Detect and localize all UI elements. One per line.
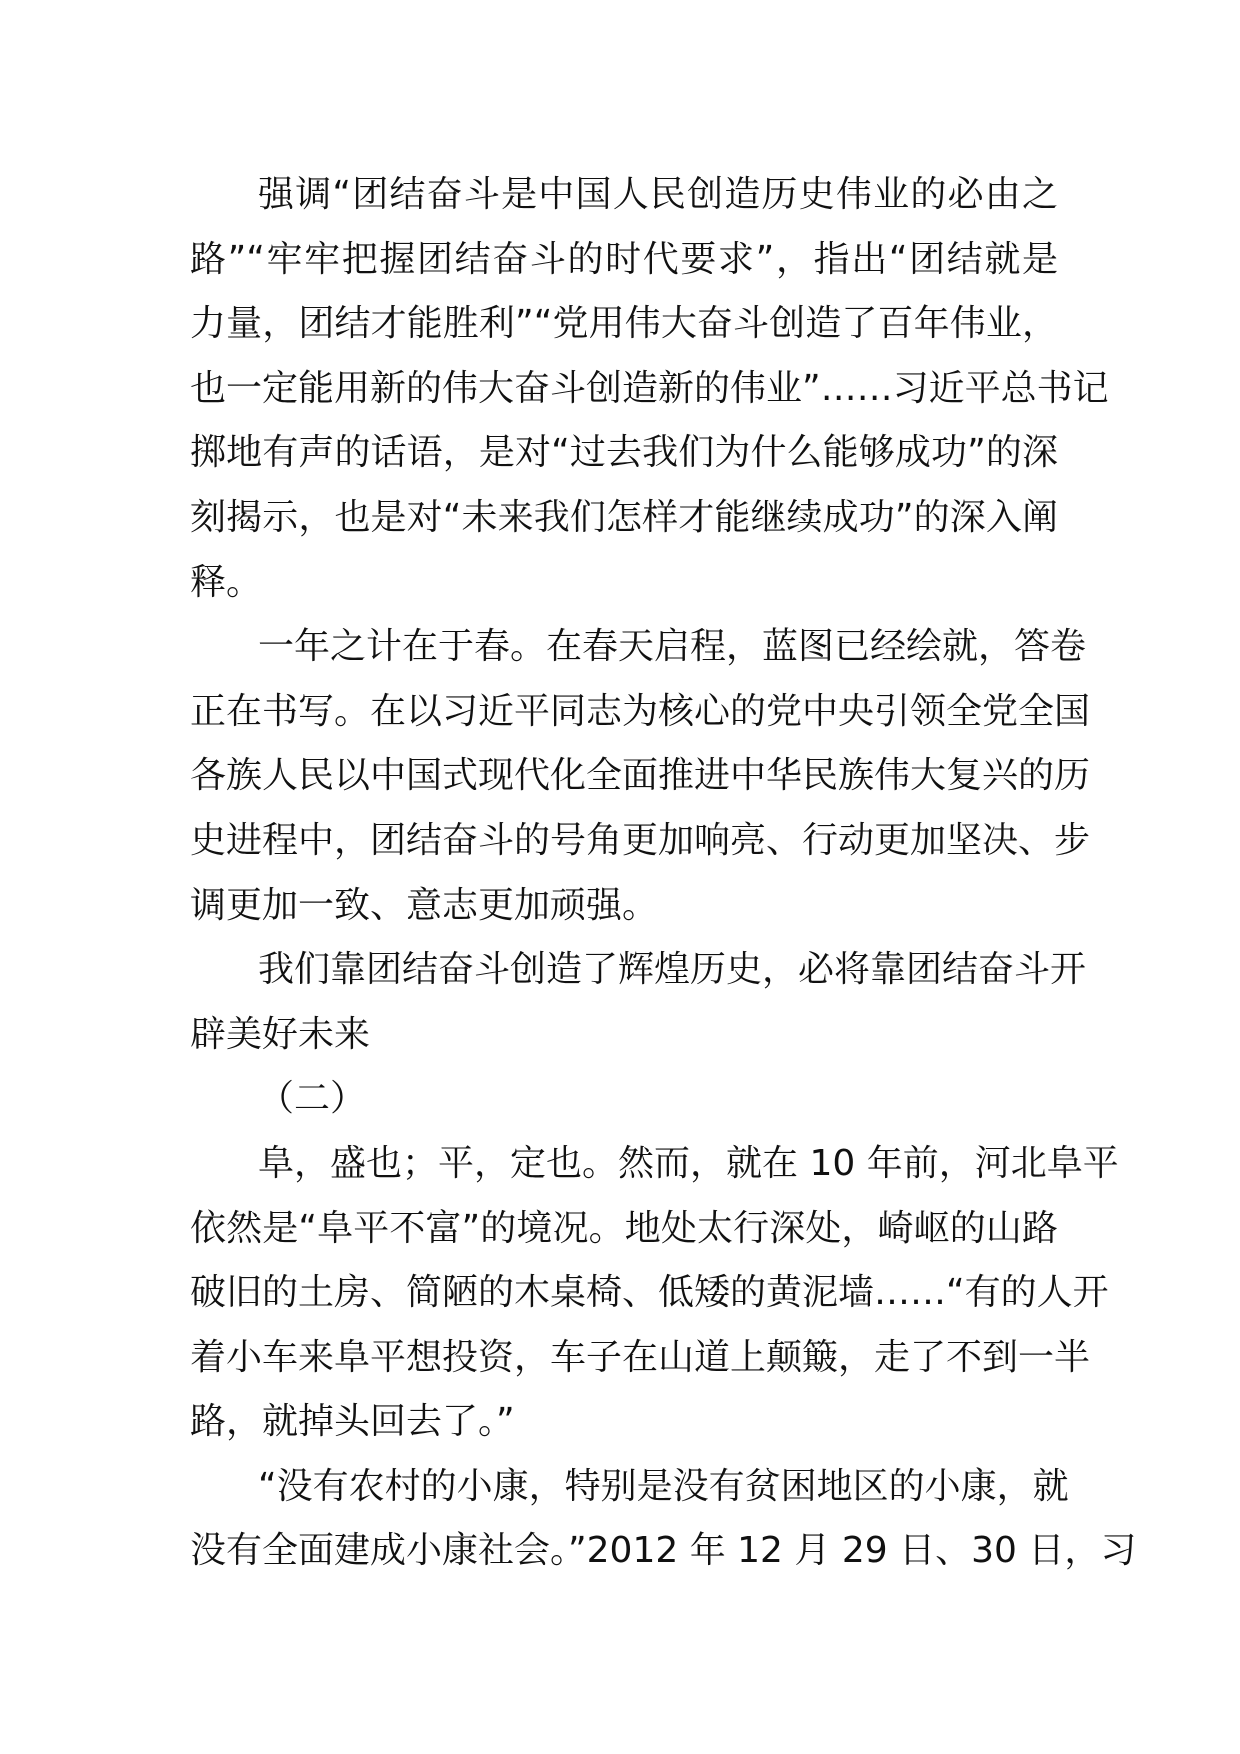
text-line: “没有农村的小康，特别是没有贫困地区的小康，就 — [258, 1465, 1069, 1507]
text-line: 各族人民以中国式现代化全面推进中华民族伟大复兴的历 — [190, 755, 1091, 797]
text-line: 没有全面建成小康社会。”2012 年 12 月 29 日、30 日，习 — [190, 1530, 1137, 1572]
text-line: 我们靠团结奋斗创造了辉煌历史，必将靠团结奋斗开 — [258, 949, 1087, 991]
text-line: 力量，团结才能胜利”“党用伟大奋斗创造了百年伟业， — [190, 303, 1058, 345]
text-line: 依然是“阜平不富”的境况。地处太行深处，崎岖的山路 — [190, 1207, 1058, 1249]
body-text — [190, 163, 1137, 1584]
text-line: 刻揭示，也是对“未来我们怎样才能继续成功”的深入阐 — [190, 496, 1058, 538]
text-line: 释。 — [190, 561, 263, 603]
text-line: 强调“团结奋斗是中国人民创造历史伟业的必由之 — [258, 174, 1058, 215]
text-line: 着小车来阜平想投资，车子在山道上颠簸，走了不到一半 — [190, 1336, 1091, 1378]
text-line: 一年之计在于春。在春天启程，蓝图已经绘就，答卷 — [258, 626, 1087, 668]
text-line: 路，就掉头回去了。” — [190, 1401, 515, 1443]
text-line: 史进程中，团结奋斗的号角更加响亮、行动更加坚决、步 — [190, 819, 1091, 861]
text-line: 正在书写。在以习近平同志为核心的党中央引领全党全国 — [190, 690, 1091, 732]
text-line: 调更加一致、意志更加顽强。 — [190, 884, 659, 926]
text-line: 也一定能用新的伟大奋斗创造新的伟业”……习近平总书记 — [190, 367, 1109, 409]
text-line: 破旧的土房、简陋的木桌椅、低矮的黄泥墙……“有的人开 — [190, 1272, 1109, 1314]
text-line: 阜，盛也；平，定也。然而，就在 10 年前，河北阜平 — [258, 1142, 1119, 1184]
text-line: 辟美好未来 — [190, 1013, 371, 1055]
text-line: 路”“牢牢把握团结奋斗的时代要求”，指出“团结就是 — [190, 238, 1058, 280]
text-line: 掷地有声的话语，是对“过去我们为什么能够成功”的深 — [190, 432, 1058, 474]
text-line: （二） — [258, 1078, 367, 1120]
